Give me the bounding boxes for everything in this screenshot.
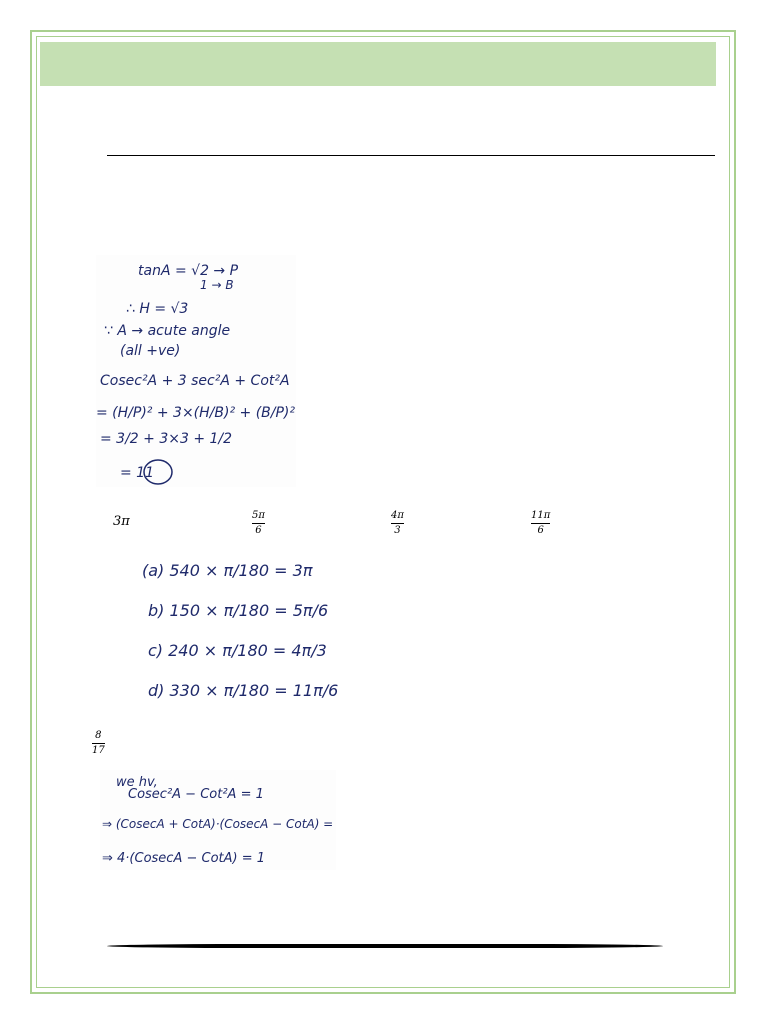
handwritten-solution-2 [140,550,370,710]
handwritten-solution-3 [100,770,336,870]
hw2-line-b: b) 150 × π/180 = 5π/6 [148,601,329,620]
option-c-numerator: 4π [391,510,404,521]
hw3-line4: ⇒ 4·(CosecA − CotA) = 1 [102,851,266,866]
hw3-line3: ⇒ (CosecA + CotA)·(CosecA − CotA) = 1 [102,817,336,831]
hw3-line1: we hv, [116,775,158,790]
hw1-line5: Cosec²A + 3 sec²A + Cot²A [100,373,290,389]
option-d-numerator: 11π [531,510,551,521]
hw1-line3: ∵ A → acute angle [104,323,231,339]
hw2-line-a: (a) 540 × π/180 = 3π [142,561,313,580]
answer-denominator: 17 [92,745,105,756]
option-a: 3π [113,514,130,529]
hw1-line1a: tanA = √2 → P [138,263,239,279]
option-b [252,510,265,537]
hw2-line-d: d) 330 × π/180 = 11π/6 [148,681,339,700]
option-c [391,510,404,537]
option-d [531,510,550,537]
hw1-line6: = (H/P)² + 3×(H/B)² + (B/P)² [96,405,295,421]
option-b-numerator: 5π [252,510,265,521]
option-c-denominator: 3 [394,525,401,536]
answer-numerator: 8 [95,730,102,741]
answer-fraction [92,730,105,757]
hw1-line2: ∴ H = √3 [126,301,189,317]
hw1-line8: = 11 [120,465,154,481]
hw1-line1b: 1 → B [200,278,234,292]
hw3-line2: Cosec²A − Cot²A = 1 [128,787,264,802]
header-band [40,42,716,86]
footer-rule [107,944,663,948]
hw2-line-c: c) 240 × π/180 = 4π/3 [148,641,327,660]
header-rule [107,155,715,156]
hw1-line4: (all +ve) [120,343,181,359]
handwritten-solution-1 [96,255,296,487]
option-d-denominator: 6 [537,525,544,536]
hw1-line7: = 3/2 + 3×3 + 1/2 [100,431,233,447]
option-b-denominator: 6 [255,525,262,536]
